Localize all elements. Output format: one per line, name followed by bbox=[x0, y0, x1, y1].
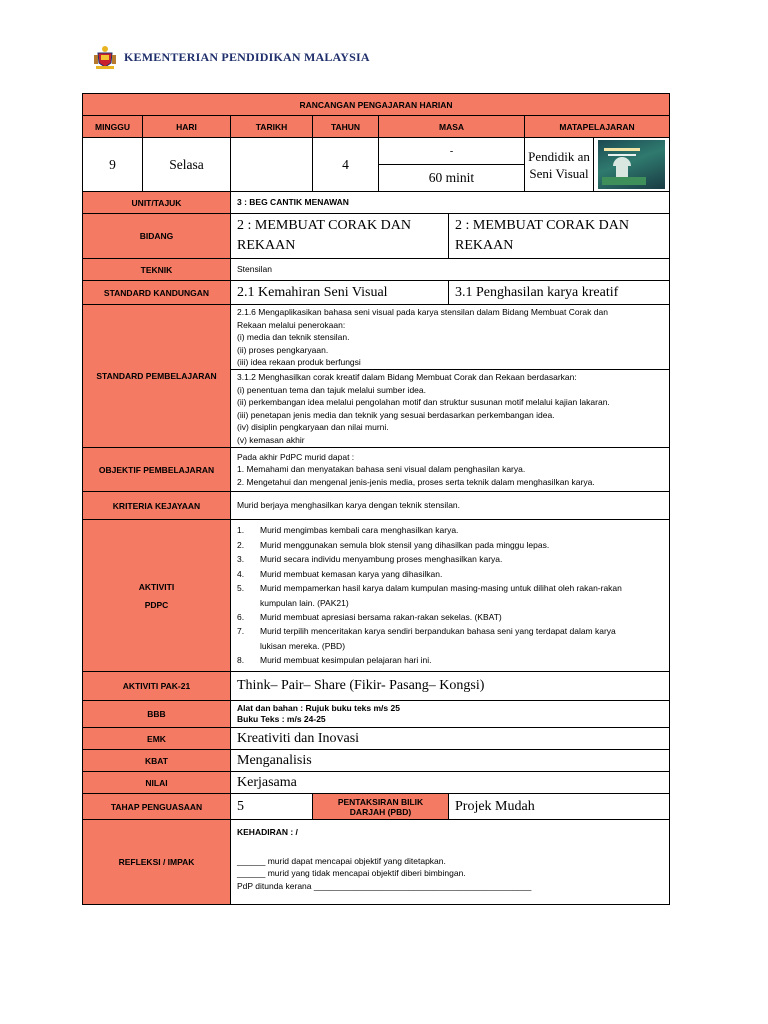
label-pak21: AKTIVITI PAK-21 bbox=[83, 672, 231, 701]
sp-block-1 bbox=[231, 305, 670, 370]
value-hari: Selasa bbox=[143, 138, 231, 192]
col-minggu: MINGGU bbox=[83, 116, 143, 138]
ministry-header bbox=[92, 44, 370, 70]
value-sk-1: 2.1 Kemahiran Seni Visual bbox=[231, 281, 449, 305]
textbook-cover-cell bbox=[594, 138, 670, 192]
value-refleksi bbox=[231, 820, 670, 905]
value-kriteria: Murid berjaya menghasilkan karya dengan teknik stensilan. bbox=[231, 492, 670, 520]
textbook-cover-image bbox=[598, 140, 665, 189]
value-bidang-2: 2 : MEMBUAT CORAK DAN REKAAN bbox=[449, 214, 670, 259]
label-tahap: TAHAP PENGUASAAN bbox=[83, 794, 231, 820]
value-tarikh bbox=[231, 138, 313, 192]
sp1-line: (i) media dan teknik stensilan. bbox=[237, 332, 350, 343]
label-pbd: PENTAKSIRAN BILIK DARJAH (PBD) bbox=[313, 794, 449, 820]
value-nilai: Kerjasama bbox=[231, 772, 670, 794]
label-aktiviti-line1: AKTIVITI bbox=[138, 581, 175, 592]
label-kriteria: KRITERIA KEJAYAAN bbox=[83, 492, 231, 520]
sp2-line: 3.1.2 Menghasilkan corak kreatif dalam Bidang Membuat Corak dan Rekaan berdasarkan: bbox=[237, 372, 577, 382]
plan-title: RANCANGAN PENGAJARAN HARIAN bbox=[83, 94, 670, 116]
value-sk-2: 3.1 Penghasilan karya kreatif bbox=[449, 281, 670, 305]
label-nilai: NILAI bbox=[83, 772, 231, 794]
value-unit: 3 : BEG CANTIK MENAWAN bbox=[231, 192, 670, 214]
value-emk: Kreativiti dan Inovasi bbox=[231, 728, 670, 750]
sp2-line: (v) kemasan akhir bbox=[237, 434, 305, 445]
ministry-name: KEMENTERIAN PENDIDIKAN MALAYSIA bbox=[124, 49, 370, 64]
sp2-line: (ii) perkembangan idea melalui pengolahan motif dan struktur susunan motif melalui kajian lakaran. bbox=[237, 397, 610, 408]
col-tahun: TAHUN bbox=[313, 116, 379, 138]
objektif-line: 1. Memahami dan menyatakan bahasa seni visual dalam penghasilan karya. bbox=[237, 464, 526, 475]
daily-lesson-plan-table bbox=[82, 93, 670, 905]
value-objektif bbox=[231, 448, 670, 492]
sp1-line: (ii) proses pengkaryaan. bbox=[237, 344, 329, 355]
label-standard-kandungan: STANDARD KANDUNGAN bbox=[83, 281, 231, 305]
objektif-line: Pada akhir PdPC murid dapat : bbox=[237, 451, 355, 462]
sp1-line: Rekaan melalui penerokaan: bbox=[237, 319, 346, 330]
sp2-line: (iii) penetapan jenis media dan teknik yang sesuai berdasarkan perkembangan idea. bbox=[237, 409, 555, 420]
label-emk: EMK bbox=[83, 728, 231, 750]
sp1-line: 2.1.6 Mengaplikasikan bahasa seni visual pada karya stensilan dalam Bidang Membuat Corak dan bbox=[237, 307, 608, 317]
sp2-line: (i) penentuan tema dan tajuk melalui sumber idea. bbox=[237, 384, 426, 395]
objektif-line: 2. Mengetahui dan mengenal jenis-jenis media, proses serta teknik dalam menghasilkan karya. bbox=[237, 476, 595, 487]
value-teknik: Stensilan bbox=[231, 259, 670, 281]
list-item: 4. Murid membuat kemasan karya yang dihasilkan. bbox=[237, 568, 443, 579]
kehadiran-line: KEHADIRAN : / bbox=[237, 827, 298, 837]
value-pak21: Think– Pair– Share (Fikir- Pasang– Kongsi) bbox=[231, 672, 670, 701]
refleksi-line: ______ murid dapat mencapai objektif yang ditetapkan. bbox=[237, 855, 446, 866]
list-item: 1. Murid mengimbas kembali cara menghasilkan karya. bbox=[237, 525, 459, 536]
sp2-line: (iv) disiplin pengkaryaan dan nilai murni. bbox=[237, 422, 389, 433]
coat-of-arms-logo bbox=[92, 44, 118, 70]
value-masa-duration: 60 minit bbox=[379, 165, 525, 192]
label-bidang: BIDANG bbox=[83, 214, 231, 259]
col-matapelajaran: MATAPELAJARAN bbox=[525, 116, 670, 138]
value-aktiviti bbox=[231, 520, 670, 672]
value-masa-top: - bbox=[379, 138, 525, 165]
label-kbat: KBAT bbox=[83, 750, 231, 772]
list-item: 5. Murid mempamerkan hasil karya dalam kumpulan masing-masing untuk dilihat oleh rakan-rakan kumpulan lain. (PAK21) bbox=[237, 583, 622, 608]
col-tarikh: TARIKH bbox=[231, 116, 313, 138]
value-minggu: 9 bbox=[83, 138, 143, 192]
value-subject: Pendidik an Seni Visual bbox=[525, 138, 594, 192]
label-refleksi: REFLEKSI / IMPAK bbox=[83, 820, 231, 905]
list-item: 7. Murid terpilih menceritakan karya sendiri berpandukan bahasa seni yang terdapat dalam karya lukisan mereka. (PBD) bbox=[237, 626, 616, 651]
value-bbb bbox=[231, 701, 670, 728]
refleksi-line: PdP ditunda kerana ______________________________________________ bbox=[237, 880, 532, 891]
sp-block-2 bbox=[231, 370, 670, 448]
value-kbat: Menganalisis bbox=[231, 750, 670, 772]
bbb-line: Buku Teks : m/s 24-25 bbox=[237, 714, 326, 724]
label-bbb: BBB bbox=[83, 701, 231, 728]
value-pbd: Projek Mudah bbox=[449, 794, 670, 820]
value-tahun: 4 bbox=[313, 138, 379, 192]
value-tahap: 5 bbox=[231, 794, 313, 820]
label-objektif: OBJEKTIF PEMBELAJARAN bbox=[83, 448, 231, 492]
value-bidang-1: 2 : MEMBUAT CORAK DAN REKAAN bbox=[231, 214, 449, 259]
sp1-line: (iii) idea rekaan produk berfungsi bbox=[237, 357, 361, 368]
list-item: 6. Murid membuat apresiasi bersama rakan-rakan sekelas. (KBAT) bbox=[237, 611, 502, 622]
label-aktiviti-line2: PDPC bbox=[144, 599, 169, 610]
label-teknik: TEKNIK bbox=[83, 259, 231, 281]
list-item: 2. Murid menggunakan semula blok stensil yang dihasilkan pada minggu lepas. bbox=[237, 539, 550, 550]
aktiviti-list bbox=[237, 523, 663, 667]
col-masa: MASA bbox=[379, 116, 525, 138]
list-item: 8. Murid membuat kesimpulan pelajaran hari ini. bbox=[237, 655, 432, 666]
label-unit: UNIT/TAJUK bbox=[83, 192, 231, 214]
bbb-line: Alat dan bahan : Rujuk buku teks m/s 25 bbox=[237, 703, 400, 713]
label-standard-pembelajaran: STANDARD PEMBELAJARAN bbox=[83, 305, 231, 448]
list-item: 3. Murid secara individu menyambung proses menghasilkan karya. bbox=[237, 554, 503, 565]
label-aktiviti bbox=[83, 520, 231, 672]
col-hari: HARI bbox=[143, 116, 231, 138]
refleksi-line: ______ murid yang tidak mencapai objektif diberi bimbingan. bbox=[237, 868, 466, 879]
